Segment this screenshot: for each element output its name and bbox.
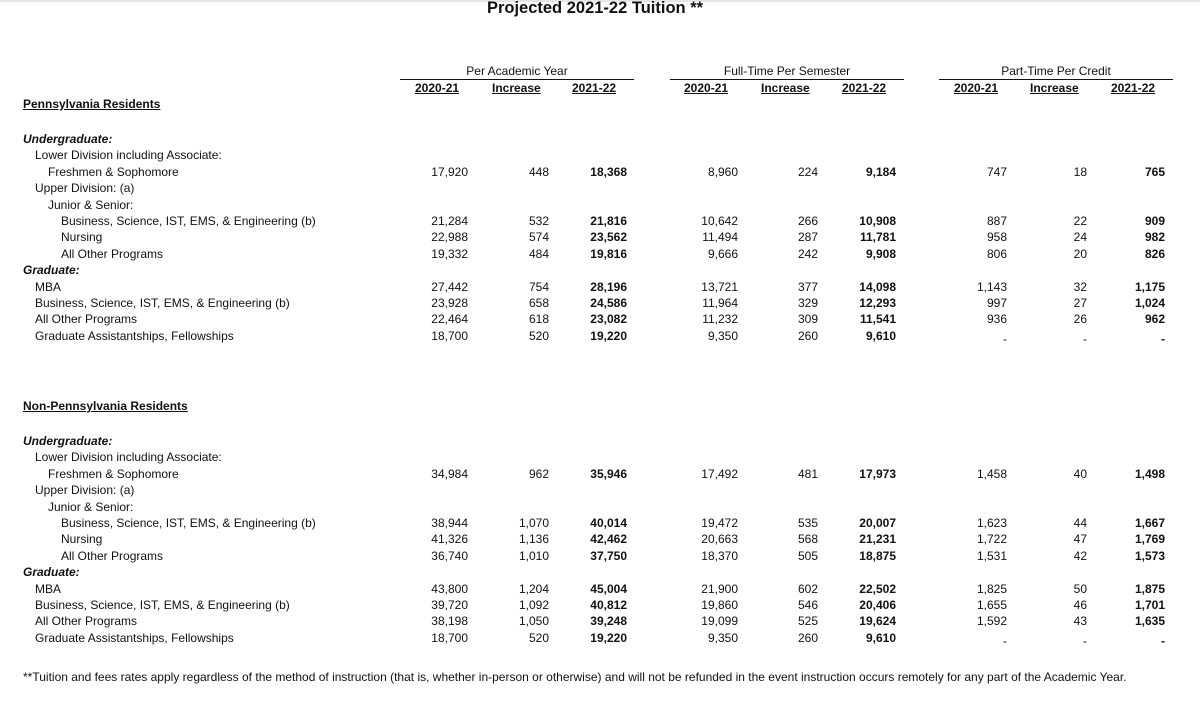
table-cell: 10,908 [859, 214, 896, 228]
table-cell: 42,462 [590, 532, 627, 547]
table-cell: 8,960 [707, 164, 738, 179]
table-cell: 11,494 [702, 230, 738, 245]
row-label: Lower Division including Associate: [35, 148, 222, 163]
row-label: Junior & Senior: [48, 197, 134, 212]
table-cell: 39,720 [431, 598, 468, 612]
table-cell: 618 [528, 312, 549, 327]
table-cell: 1,825 [976, 581, 1007, 596]
table-cell: 1,050 [518, 614, 549, 629]
col-header-2021-22: 2021-22 [842, 81, 887, 95]
table-cell: 520 [528, 328, 549, 343]
table-cell: 806 [986, 246, 1007, 261]
table-cell: 28,196 [590, 279, 627, 294]
table-cell: 9,350 [707, 630, 738, 645]
page-title: Projected 2021-22 Tuition ** [486, 0, 704, 17]
table-cell: 1,204 [518, 581, 549, 596]
row-label: Business, Science, IST, EMS, & Engineering (b) [35, 296, 290, 310]
table-cell: 19,332 [431, 246, 468, 261]
table-cell: 18,368 [590, 164, 627, 179]
row-label: Nursing [61, 230, 103, 245]
table-cell: 568 [797, 532, 818, 547]
category-label: Graduate: [23, 263, 80, 278]
table-cell: 9,184 [865, 164, 896, 179]
table-cell: 38,944 [431, 516, 468, 530]
table-cell: 20,663 [701, 532, 738, 547]
table-cell: 962 [1144, 312, 1165, 327]
table-cell: 1,136 [518, 532, 549, 547]
row-label: Nursing [61, 532, 103, 547]
table-cell: 546 [797, 598, 818, 612]
table-cell: 1,531 [976, 548, 1007, 563]
table-cell: 43,800 [431, 581, 468, 596]
row-label: Graduate Assistantships, Fellowships [35, 328, 234, 343]
table-cell: 602 [797, 581, 818, 596]
table-cell: 14,098 [859, 279, 896, 294]
table-row [0, 312, 1200, 328]
table-cell: 38,198 [431, 614, 468, 629]
table-row [0, 181, 1200, 197]
table-cell: 1,070 [518, 516, 549, 530]
table-cell: 23,562 [590, 230, 627, 245]
table-cell: 22,464 [431, 312, 468, 327]
table-cell: 10,642 [701, 214, 738, 228]
table-row [0, 549, 1200, 565]
table-cell: 50 [1073, 581, 1087, 596]
table-cell: 42 [1073, 548, 1087, 563]
table-cell: 1,722 [976, 532, 1007, 547]
category-label: Undergraduate: [23, 132, 113, 146]
table-cell: 21,231 [859, 532, 896, 547]
table-cell: 21,816 [590, 214, 627, 228]
row-label: Business, Science, IST, EMS, & Engineering (b) [35, 598, 290, 612]
table-cell: 484 [528, 246, 549, 261]
table-cell: 11,964 [702, 296, 738, 310]
table-row [0, 214, 1200, 230]
table-cell: 754 [528, 279, 549, 294]
table-cell: 1,143 [976, 279, 1007, 294]
table-row [0, 467, 1200, 483]
table-cell: 747 [986, 164, 1007, 179]
table-cell: 958 [986, 230, 1007, 245]
table-cell: 27 [1073, 296, 1087, 310]
table-cell: 9,610 [865, 630, 896, 645]
table-cell: 40,014 [590, 516, 627, 530]
col-header-increase: Increase [761, 81, 810, 95]
table-cell: - [1003, 331, 1007, 346]
table-cell: 1,573 [1134, 548, 1165, 563]
table-cell: 20,007 [859, 516, 896, 530]
table-row [0, 263, 1200, 279]
table-cell: 448 [528, 164, 549, 179]
table-cell: 43 [1073, 614, 1087, 629]
table-cell: 44 [1073, 516, 1087, 530]
table-cell: 41,326 [431, 532, 468, 547]
table-cell: 23,928 [431, 296, 468, 310]
table-cell: 982 [1144, 230, 1165, 245]
table-row [0, 614, 1200, 630]
table-cell: 260 [797, 328, 818, 343]
row-label: All Other Programs [35, 614, 138, 629]
table-cell: 24 [1073, 230, 1087, 245]
col-header-2020-21: 2020-21 [684, 81, 729, 95]
table-cell: 1,175 [1134, 279, 1165, 294]
table-cell: 17,920 [431, 164, 468, 179]
row-label: All Other Programs [35, 312, 138, 327]
table-cell: 1,623 [976, 516, 1007, 530]
table-cell: 377 [797, 279, 818, 294]
table-row [0, 148, 1200, 164]
table-cell: 17,973 [859, 466, 896, 481]
table-cell: 1,498 [1134, 466, 1165, 481]
table-cell: 39,248 [590, 614, 627, 629]
table-cell: 11,781 [859, 230, 896, 245]
table-cell: 309 [797, 312, 818, 327]
col-header-2021-22: 2021-22 [572, 81, 617, 95]
table-row [0, 483, 1200, 499]
row-label: All Other Programs [61, 246, 164, 261]
category-label: Undergraduate: [23, 434, 113, 448]
table-cell: 18,370 [701, 548, 738, 563]
table-cell: 936 [986, 312, 1007, 327]
table-cell: 1,655 [976, 598, 1007, 612]
table-row [0, 165, 1200, 181]
table-cell: 19,860 [701, 598, 738, 612]
table-row [0, 565, 1200, 581]
table-cell: 18,700 [431, 328, 468, 343]
table-cell: 20,406 [859, 598, 896, 612]
table-row [0, 631, 1200, 647]
table-cell: 574 [528, 230, 549, 245]
table-cell: 1,875 [1134, 581, 1165, 596]
table-row [0, 132, 1200, 148]
table-row [0, 532, 1200, 548]
table-cell: - [1003, 633, 1007, 648]
table-row [0, 500, 1200, 516]
col-header-2021-22: 2021-22 [1111, 81, 1156, 95]
row-label: Upper Division: (a) [35, 483, 135, 498]
table-row [0, 450, 1200, 466]
table-cell: 19,220 [590, 630, 627, 645]
table-cell: 27,442 [431, 279, 468, 294]
col-header-2020-21: 2020-21 [954, 81, 999, 95]
table-cell: 9,610 [865, 328, 896, 343]
section-heading-non-pa-residents: Non-Pennsylvania Residents [23, 399, 188, 413]
table-cell: 13,721 [701, 279, 738, 294]
table-cell: 260 [797, 630, 818, 645]
table-cell: - [1083, 331, 1087, 346]
table-cell: 12,293 [859, 296, 896, 310]
table-cell: 997 [986, 296, 1007, 310]
table-cell: 658 [528, 296, 549, 310]
table-cell: 1,635 [1134, 614, 1165, 629]
table-cell: 19,099 [701, 614, 738, 629]
section-heading-pa-residents: Pennsylvania Residents [23, 97, 161, 111]
table-row [0, 247, 1200, 263]
row-label: MBA [35, 279, 62, 294]
table-cell: 520 [528, 630, 549, 645]
row-label: Lower Division including Associate: [35, 450, 222, 465]
row-label: Upper Division: (a) [35, 181, 135, 196]
table-cell: 22,988 [431, 230, 468, 245]
table-cell: - [1161, 331, 1165, 346]
table-cell: 26 [1073, 312, 1087, 327]
col-header-increase: Increase [1030, 81, 1079, 95]
table-row [0, 230, 1200, 246]
table-cell: 909 [1144, 214, 1165, 228]
table-cell: 224 [797, 164, 818, 179]
table-cell: 525 [797, 614, 818, 629]
table-cell: 22,502 [859, 581, 896, 596]
group-header-per-academic-year: Per Academic Year [400, 64, 634, 80]
table-cell: 20 [1073, 246, 1087, 261]
table-cell: 18 [1073, 164, 1087, 179]
table-cell: 21,284 [431, 214, 468, 228]
group-header-full-time-per-semester: Full-Time Per Semester [670, 64, 904, 80]
table-row [0, 582, 1200, 598]
table-cell: 40 [1073, 466, 1087, 481]
row-label: Business, Science, IST, EMS, & Engineering (b) [61, 214, 316, 228]
table-cell: 23,082 [590, 312, 627, 327]
table-cell: 535 [797, 516, 818, 530]
table-cell: 1,024 [1134, 296, 1165, 310]
table-cell: 532 [528, 214, 549, 228]
table-row [0, 280, 1200, 296]
table-cell: 19,624 [859, 614, 896, 629]
table-cell: 19,816 [590, 246, 627, 261]
table-cell: - [1083, 633, 1087, 648]
table-cell: 1,667 [1134, 516, 1165, 530]
table-cell: 18,700 [431, 630, 468, 645]
table-cell: 32 [1073, 279, 1087, 294]
table-row [0, 198, 1200, 214]
table-cell: 242 [797, 246, 818, 261]
table-cell: - [1161, 633, 1165, 648]
table-cell: 24,586 [590, 296, 627, 310]
table-cell: 17,492 [701, 466, 738, 481]
row-label: Freshmen & Sophomore [48, 466, 179, 481]
footnote: **Tuition and fees rates apply regardless of the method of instruction (that is, whether in-person or otherwise) and will not be refunded in the event instruction occurs remotely for any part of the Academic Year. [23, 670, 1127, 684]
table-cell: 34,984 [431, 466, 468, 481]
row-label: Junior & Senior: [48, 499, 134, 514]
table-cell: 505 [797, 548, 818, 563]
table-cell: 21,900 [701, 581, 738, 596]
table-cell: 266 [797, 214, 818, 228]
table-cell: 35,946 [590, 466, 627, 481]
table-cell: 11,541 [859, 312, 896, 327]
table-cell: 1,769 [1134, 532, 1165, 547]
table-row [0, 296, 1200, 312]
table-cell: 46 [1073, 598, 1087, 612]
table-cell: 826 [1144, 246, 1165, 261]
row-label: Graduate Assistantships, Fellowships [35, 630, 234, 645]
table-cell: 22 [1073, 214, 1087, 228]
table-cell: 329 [797, 296, 818, 310]
table-cell: 40,812 [590, 598, 627, 612]
group-header-part-time-per-credit: Part-Time Per Credit [939, 64, 1173, 80]
table-cell: 45,004 [590, 581, 627, 596]
table-cell: 18,875 [859, 548, 896, 563]
row-label: MBA [35, 581, 62, 596]
table-cell: 9,666 [707, 246, 738, 261]
table-cell: 9,908 [865, 246, 896, 261]
table-cell: 36,740 [431, 548, 468, 563]
table-cell: 287 [797, 230, 818, 245]
table-row [0, 434, 1200, 450]
table-cell: 887 [986, 214, 1007, 228]
row-label: Business, Science, IST, EMS, & Engineering (b) [61, 516, 316, 530]
table-cell: 1,458 [976, 466, 1007, 481]
category-label: Graduate: [23, 565, 80, 580]
table-cell: 37,750 [590, 548, 627, 563]
table-cell: 1,592 [976, 614, 1007, 629]
row-label: All Other Programs [61, 548, 164, 563]
table-row [0, 598, 1200, 614]
table-cell: 962 [528, 466, 549, 481]
row-label: Freshmen & Sophomore [48, 164, 179, 179]
table-row [0, 516, 1200, 532]
table-cell: 765 [1144, 164, 1165, 179]
table-cell: 1,092 [518, 598, 549, 612]
col-header-increase: Increase [492, 81, 541, 95]
table-cell: 19,220 [590, 328, 627, 343]
table-cell: 481 [797, 466, 818, 481]
col-header-2020-21: 2020-21 [415, 81, 460, 95]
table-cell: 11,232 [702, 312, 738, 327]
table-row [0, 329, 1200, 345]
table-cell: 47 [1073, 532, 1087, 547]
table-cell: 1,701 [1134, 598, 1165, 612]
table-cell: 19,472 [701, 516, 738, 530]
table-cell: 9,350 [707, 328, 738, 343]
table-cell: 1,010 [518, 548, 549, 563]
